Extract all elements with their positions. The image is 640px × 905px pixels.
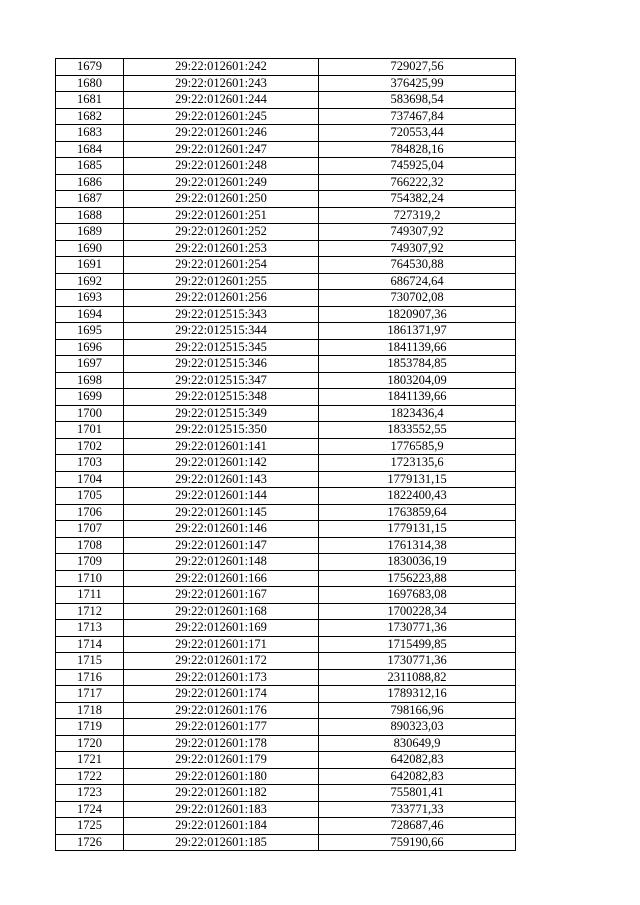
cadastral-value-cell: 733771,33	[319, 801, 516, 818]
table-row	[56, 471, 516, 488]
cadastral-number-cell: 29:22:012601:185	[124, 834, 319, 851]
cadastral-value-cell: 2311088,82	[319, 669, 516, 686]
table-row	[56, 537, 516, 554]
cadastral-number-cell: 29:22:012515:345	[124, 339, 319, 356]
cadastral-number-cell: 29:22:012601:177	[124, 719, 319, 736]
row-number-cell: 1695	[56, 323, 124, 340]
cadastral-value-cell: 766222,32	[319, 174, 516, 191]
table-row	[56, 141, 516, 158]
table-row	[56, 834, 516, 851]
cadastral-number-cell: 29:22:012601:145	[124, 504, 319, 521]
row-number-cell: 1711	[56, 587, 124, 604]
cadastral-value-cell: 830649,9	[319, 735, 516, 752]
cadastral-value-cell: 755801,41	[319, 785, 516, 802]
row-number-cell: 1710	[56, 570, 124, 587]
table-row	[56, 768, 516, 785]
row-number-cell: 1714	[56, 636, 124, 653]
cadastral-number-cell: 29:22:012601:244	[124, 92, 319, 109]
cadastral-number-cell: 29:22:012601:247	[124, 141, 319, 158]
row-number-cell: 1682	[56, 108, 124, 125]
cadastral-number-cell: 29:22:012601:252	[124, 224, 319, 241]
table-row	[56, 405, 516, 422]
table-row	[56, 735, 516, 752]
row-number-cell: 1706	[56, 504, 124, 521]
row-number-cell: 1697	[56, 356, 124, 373]
cadastral-value-cell: 583698,54	[319, 92, 516, 109]
row-number-cell: 1726	[56, 834, 124, 851]
row-number-cell: 1685	[56, 158, 124, 175]
cadastral-value-cell: 642082,83	[319, 752, 516, 769]
row-number-cell: 1707	[56, 521, 124, 538]
cadastral-number-cell: 29:22:012601:147	[124, 537, 319, 554]
cadastral-number-cell: 29:22:012601:248	[124, 158, 319, 175]
cadastral-number-cell: 29:22:012601:144	[124, 488, 319, 505]
cadastral-number-cell: 29:22:012601:166	[124, 570, 319, 587]
cadastral-number-cell: 29:22:012601:245	[124, 108, 319, 125]
table-row	[56, 273, 516, 290]
table-row	[56, 653, 516, 670]
cadastral-number-cell: 29:22:012601:250	[124, 191, 319, 208]
cadastral-value-cell: 1761314,38	[319, 537, 516, 554]
row-number-cell: 1692	[56, 273, 124, 290]
row-number-cell: 1718	[56, 702, 124, 719]
row-number-cell: 1679	[56, 59, 124, 76]
table-row	[56, 158, 516, 175]
cadastral-value-cell: 745925,04	[319, 158, 516, 175]
table-row	[56, 488, 516, 505]
cadastral-number-cell: 29:22:012601:251	[124, 207, 319, 224]
cadastral-value-cell: 784828,16	[319, 141, 516, 158]
table-row	[56, 554, 516, 571]
cadastral-number-cell: 29:22:012601:178	[124, 735, 319, 752]
table-row	[56, 521, 516, 538]
table-row	[56, 356, 516, 373]
row-number-cell: 1700	[56, 405, 124, 422]
row-number-cell: 1717	[56, 686, 124, 703]
cadastral-number-cell: 29:22:012601:182	[124, 785, 319, 802]
table-row	[56, 504, 516, 521]
cadastral-number-cell: 29:22:012601:255	[124, 273, 319, 290]
cadastral-number-cell: 29:22:012601:171	[124, 636, 319, 653]
cadastral-number-cell: 29:22:012601:180	[124, 768, 319, 785]
cadastral-value-cell: 1697683,08	[319, 587, 516, 604]
cadastral-number-cell: 29:22:012515:347	[124, 372, 319, 389]
cadastral-value-cell: 642082,83	[319, 768, 516, 785]
cadastral-value-cell: 1841139,66	[319, 339, 516, 356]
table-row	[56, 570, 516, 587]
table-row	[56, 108, 516, 125]
table-row	[56, 389, 516, 406]
cadastral-value-cell: 759190,66	[319, 834, 516, 851]
cadastral-value-cell: 1730771,36	[319, 653, 516, 670]
row-number-cell: 1712	[56, 603, 124, 620]
table-row	[56, 636, 516, 653]
cadastral-number-cell: 29:22:012601:174	[124, 686, 319, 703]
table-row	[56, 290, 516, 307]
row-number-cell: 1709	[56, 554, 124, 571]
table-row	[56, 455, 516, 472]
cadastral-value-cell: 1730771,36	[319, 620, 516, 637]
table-row	[56, 207, 516, 224]
cadastral-value-cell: 798166,96	[319, 702, 516, 719]
cadastral-number-cell: 29:22:012601:249	[124, 174, 319, 191]
row-number-cell: 1722	[56, 768, 124, 785]
row-number-cell: 1723	[56, 785, 124, 802]
cadastral-value-cell: 728687,46	[319, 818, 516, 835]
table-row	[56, 339, 516, 356]
table-row	[56, 224, 516, 241]
cadastral-number-cell: 29:22:012601:146	[124, 521, 319, 538]
table-row	[56, 438, 516, 455]
cadastral-value-cell: 1776585,9	[319, 438, 516, 455]
cadastral-number-cell: 29:22:012515:350	[124, 422, 319, 439]
cadastral-value-cell: 686724,64	[319, 273, 516, 290]
cadastral-number-cell: 29:22:012601:254	[124, 257, 319, 274]
cadastral-value-cell: 1853784,85	[319, 356, 516, 373]
table-row	[56, 603, 516, 620]
table-row	[56, 818, 516, 835]
table-row	[56, 257, 516, 274]
cadastral-number-cell: 29:22:012601:242	[124, 59, 319, 76]
cadastral-value-cell: 749307,92	[319, 224, 516, 241]
row-number-cell: 1704	[56, 471, 124, 488]
row-number-cell: 1688	[56, 207, 124, 224]
table-row	[56, 669, 516, 686]
row-number-cell: 1699	[56, 389, 124, 406]
row-number-cell: 1719	[56, 719, 124, 736]
cadastral-value-cell: 1763859,64	[319, 504, 516, 521]
row-number-cell: 1683	[56, 125, 124, 142]
cadastral-number-cell: 29:22:012601:184	[124, 818, 319, 835]
cadastral-number-cell: 29:22:012601:246	[124, 125, 319, 142]
table-row	[56, 752, 516, 769]
cadastral-value-table	[55, 58, 516, 851]
cadastral-number-cell: 29:22:012601:169	[124, 620, 319, 637]
table-row	[56, 306, 516, 323]
cadastral-value-cell: 1861371,97	[319, 323, 516, 340]
row-number-cell: 1684	[56, 141, 124, 158]
cadastral-value-cell: 729027,56	[319, 59, 516, 76]
cadastral-value-cell: 1779131,15	[319, 471, 516, 488]
table-row	[56, 785, 516, 802]
cadastral-value-cell: 1700228,34	[319, 603, 516, 620]
cadastral-number-cell: 29:22:012601:148	[124, 554, 319, 571]
row-number-cell: 1725	[56, 818, 124, 835]
row-number-cell: 1705	[56, 488, 124, 505]
row-number-cell: 1690	[56, 240, 124, 257]
cadastral-value-cell: 1789312,16	[319, 686, 516, 703]
row-number-cell: 1703	[56, 455, 124, 472]
cadastral-value-cell: 376425,99	[319, 75, 516, 92]
table-row	[56, 92, 516, 109]
cadastral-number-cell: 29:22:012601:179	[124, 752, 319, 769]
cadastral-number-cell: 29:22:012601:253	[124, 240, 319, 257]
cadastral-number-cell: 29:22:012601:183	[124, 801, 319, 818]
cadastral-value-cell: 1822400,43	[319, 488, 516, 505]
cadastral-number-cell: 29:22:012515:349	[124, 405, 319, 422]
row-number-cell: 1691	[56, 257, 124, 274]
row-number-cell: 1698	[56, 372, 124, 389]
row-number-cell: 1724	[56, 801, 124, 818]
table-row	[56, 372, 516, 389]
row-number-cell: 1713	[56, 620, 124, 637]
cadastral-value-cell: 720553,44	[319, 125, 516, 142]
table-row	[56, 174, 516, 191]
row-number-cell: 1687	[56, 191, 124, 208]
table-row	[56, 59, 516, 76]
row-number-cell: 1702	[56, 438, 124, 455]
cadastral-value-cell: 749307,92	[319, 240, 516, 257]
table-row	[56, 620, 516, 637]
cadastral-number-cell: 29:22:012515:346	[124, 356, 319, 373]
cadastral-value-cell: 890323,03	[319, 719, 516, 736]
table-row	[56, 75, 516, 92]
cadastral-value-cell: 1756223,88	[319, 570, 516, 587]
table-row	[56, 801, 516, 818]
row-number-cell: 1708	[56, 537, 124, 554]
cadastral-number-cell: 29:22:012601:143	[124, 471, 319, 488]
cadastral-number-cell: 29:22:012601:256	[124, 290, 319, 307]
table-row	[56, 125, 516, 142]
row-number-cell: 1689	[56, 224, 124, 241]
table-row	[56, 240, 516, 257]
table-row	[56, 702, 516, 719]
cadastral-value-cell: 727319,2	[319, 207, 516, 224]
row-number-cell: 1681	[56, 92, 124, 109]
row-number-cell: 1686	[56, 174, 124, 191]
row-number-cell: 1721	[56, 752, 124, 769]
cadastral-value-cell: 1830036,19	[319, 554, 516, 571]
row-number-cell: 1716	[56, 669, 124, 686]
table-row	[56, 323, 516, 340]
cadastral-number-cell: 29:22:012601:167	[124, 587, 319, 604]
table-row	[56, 587, 516, 604]
table-row	[56, 422, 516, 439]
cadastral-value-cell: 1723135,6	[319, 455, 516, 472]
cadastral-value-cell: 754382,24	[319, 191, 516, 208]
row-number-cell: 1694	[56, 306, 124, 323]
cadastral-value-cell: 1779131,15	[319, 521, 516, 538]
cadastral-number-cell: 29:22:012515:343	[124, 306, 319, 323]
cadastral-number-cell: 29:22:012601:173	[124, 669, 319, 686]
cadastral-value-cell: 1823436,4	[319, 405, 516, 422]
cadastral-value-cell: 737467,84	[319, 108, 516, 125]
row-number-cell: 1715	[56, 653, 124, 670]
row-number-cell: 1720	[56, 735, 124, 752]
cadastral-value-cell: 1841139,66	[319, 389, 516, 406]
table-row	[56, 191, 516, 208]
cadastral-value-cell: 1833552,55	[319, 422, 516, 439]
row-number-cell: 1701	[56, 422, 124, 439]
cadastral-value-cell: 1715499,85	[319, 636, 516, 653]
cadastral-number-cell: 29:22:012601:243	[124, 75, 319, 92]
cadastral-number-cell: 29:22:012515:344	[124, 323, 319, 340]
cadastral-number-cell: 29:22:012515:348	[124, 389, 319, 406]
cadastral-value-cell: 1803204,09	[319, 372, 516, 389]
row-number-cell: 1693	[56, 290, 124, 307]
cadastral-number-cell: 29:22:012601:142	[124, 455, 319, 472]
cadastral-value-cell: 1820907,36	[319, 306, 516, 323]
table-body	[56, 59, 516, 851]
row-number-cell: 1696	[56, 339, 124, 356]
cadastral-number-cell: 29:22:012601:168	[124, 603, 319, 620]
cadastral-value-cell: 730702,08	[319, 290, 516, 307]
cadastral-value-cell: 764530,88	[319, 257, 516, 274]
table-row	[56, 686, 516, 703]
table-row	[56, 719, 516, 736]
row-number-cell: 1680	[56, 75, 124, 92]
cadastral-number-cell: 29:22:012601:141	[124, 438, 319, 455]
cadastral-number-cell: 29:22:012601:176	[124, 702, 319, 719]
cadastral-number-cell: 29:22:012601:172	[124, 653, 319, 670]
